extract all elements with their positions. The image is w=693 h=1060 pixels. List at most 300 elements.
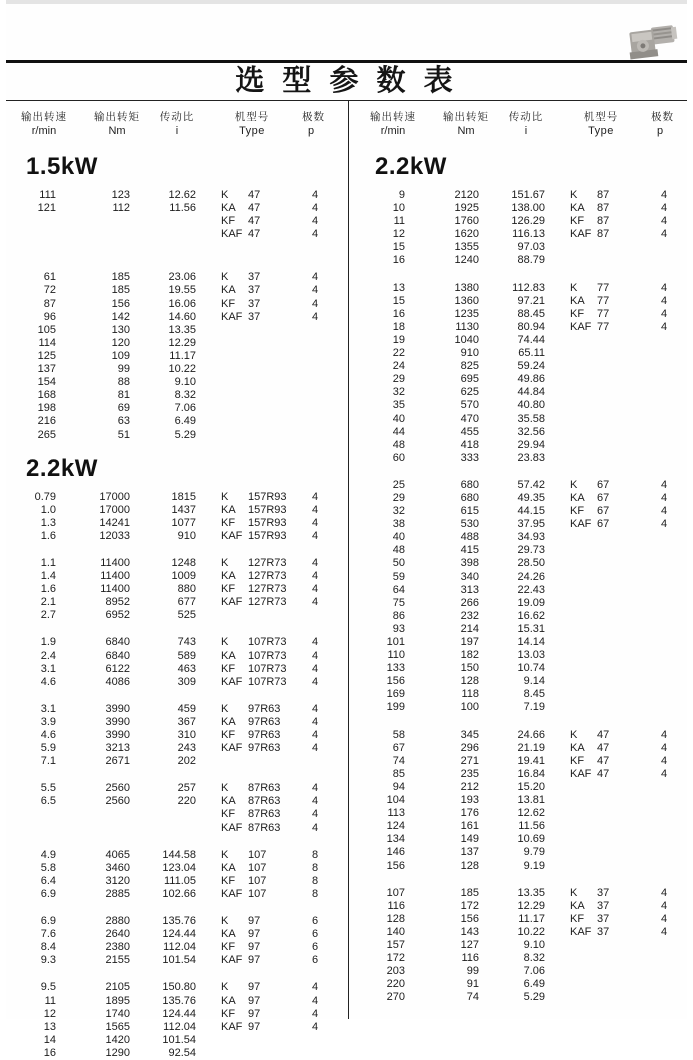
cell-speed: 24 [392, 360, 405, 373]
cell-type [551, 978, 651, 991]
cell-poles [651, 254, 693, 267]
cell-ratio: 37.95 [517, 518, 545, 531]
cell-speed: 133 [386, 662, 405, 675]
table-row [355, 768, 686, 781]
cell-torque: 1290 [105, 1046, 130, 1059]
cell-torque: 345 [460, 728, 479, 741]
cell-ratio: 1437 [171, 503, 196, 516]
header-torque-unit: Nm [108, 125, 126, 137]
cell-ratio: 59.24 [517, 360, 545, 373]
table-row [355, 295, 686, 308]
table-row [6, 596, 348, 609]
cell-poles: 4 [312, 702, 319, 715]
cell-type [551, 833, 651, 846]
table-row [355, 662, 686, 675]
cell-ratio: 12.29 [517, 899, 545, 912]
cell-poles [651, 807, 693, 820]
cell-ratio: 11.17 [518, 912, 545, 925]
cell-poles: 4 [661, 491, 668, 504]
cell-poles [651, 373, 693, 386]
cell-poles: 4 [312, 795, 319, 808]
table-row [355, 952, 686, 965]
cell-ratio: 5.29 [523, 991, 545, 1004]
cell-speed: 4.6 [40, 675, 56, 688]
cell-type: KAF 97 [221, 1020, 261, 1033]
cell-type [551, 807, 651, 820]
row-block [355, 887, 686, 1005]
cell-torque: 2380 [105, 941, 130, 954]
cell-ratio: 10.69 [517, 833, 545, 846]
cell-ratio: 57.42 [517, 478, 545, 491]
cell-ratio: 1009 [171, 570, 196, 583]
cell-poles: 4 [661, 189, 668, 201]
cell-poles: 4 [312, 516, 319, 529]
cell-speed: 38 [392, 518, 405, 531]
cell-poles: 4 [661, 307, 668, 320]
cell-torque: 1420 [105, 1033, 130, 1046]
cell-torque: 1240 [454, 254, 479, 267]
cell-type: KF 47 [570, 754, 610, 767]
cell-ratio: 7.19 [523, 701, 545, 714]
cell-type [551, 254, 651, 267]
table-row [355, 755, 686, 768]
cell-type [551, 360, 651, 373]
cell-ratio: 7.06 [174, 402, 196, 415]
table-row [355, 518, 686, 531]
cell-torque: 11400 [100, 583, 130, 596]
cell-ratio: 9.19 [523, 859, 545, 872]
cell-speed: 270 [386, 991, 405, 1004]
table-row [355, 254, 686, 267]
cell-ratio: 12.29 [168, 336, 196, 349]
cell-type: KAF 157R93 [221, 529, 287, 542]
cell-poles: 6 [312, 941, 319, 954]
cell-torque: 680 [460, 478, 479, 491]
cell-torque: 455 [460, 425, 479, 438]
cell-torque: 2640 [105, 928, 130, 941]
cell-poles: 4 [312, 742, 319, 755]
cell-type [202, 337, 302, 350]
row-block [6, 782, 348, 834]
cell-poles [302, 324, 346, 337]
cell-type [202, 755, 302, 768]
cell-speed: 2.1 [40, 596, 56, 609]
cell-poles [651, 820, 693, 833]
cell-ratio: 13.35 [168, 323, 196, 336]
header-ratio-unit: i [175, 125, 179, 137]
cell-speed: 2.4 [40, 649, 56, 662]
cell-torque: 99 [466, 965, 479, 978]
cell-torque: 910 [460, 347, 479, 360]
cell-type [202, 324, 302, 337]
cell-type: K 107 [221, 848, 267, 861]
cell-torque: 127 [460, 938, 479, 951]
cell-torque: 182 [460, 649, 479, 662]
cell-poles: 4 [312, 570, 319, 583]
cell-type [551, 597, 651, 610]
header-type-unit: Type [239, 125, 265, 137]
header-ratio-unit: i [524, 125, 528, 137]
cell-torque: 296 [460, 741, 479, 754]
cell-poles [651, 675, 693, 688]
table-row [6, 228, 348, 241]
cell-poles [302, 376, 346, 389]
cell-type: KAF 107R73 [221, 675, 287, 688]
table-row [6, 583, 348, 596]
cell-speed [6, 215, 82, 228]
cell-poles: 4 [312, 529, 319, 542]
cell-poles [651, 952, 693, 965]
row-block [6, 636, 348, 688]
cell-torque: 2560 [105, 782, 130, 795]
cell-torque [82, 822, 152, 835]
cell-torque: 2120 [454, 189, 479, 201]
cell-ratio: 92.54 [168, 1046, 196, 1059]
cell-poles [651, 965, 693, 978]
table-row [355, 636, 686, 649]
cell-speed: 124 [386, 820, 405, 833]
cell-torque: 340 [460, 570, 479, 583]
cell-speed: 86 [392, 609, 405, 622]
table-row [355, 649, 686, 662]
table-row [355, 913, 686, 926]
cell-type [202, 1034, 302, 1047]
cell-type [551, 820, 651, 833]
cell-torque: 2155 [105, 954, 130, 967]
cell-torque: 51 [117, 428, 130, 441]
table-row [355, 939, 686, 952]
cell-torque: 156 [111, 297, 130, 310]
cell-torque: 8952 [105, 596, 130, 609]
cell-torque: 4086 [105, 675, 130, 688]
cell-type: KAF 107 [221, 887, 267, 900]
cell-ratio: 257 [177, 782, 196, 795]
cell-ratio: 88.45 [517, 307, 545, 320]
cell-speed: 13 [43, 1020, 56, 1033]
table-row [355, 399, 686, 412]
cell-ratio: 12.62 [168, 189, 196, 201]
cell-poles [651, 636, 693, 649]
cell-ratio: 49.86 [517, 373, 545, 386]
cell-poles [651, 781, 693, 794]
cell-type: K 47 [221, 189, 261, 201]
cell-poles [302, 389, 346, 402]
table-row [6, 995, 348, 1008]
cell-poles [651, 978, 693, 991]
cell-torque [82, 228, 152, 241]
cell-type [551, 241, 651, 254]
cell-torque: 63 [117, 415, 130, 428]
cell-speed: 93 [392, 622, 405, 635]
cell-poles: 4 [661, 228, 668, 241]
cell-ratio: 243 [177, 742, 196, 755]
cell-type: KA 107R73 [221, 649, 287, 662]
cell-torque: 118 [461, 688, 479, 701]
cell-speed: 265 [37, 428, 56, 441]
cell-torque: 149 [460, 833, 479, 846]
cell-ratio: 24.26 [517, 570, 545, 583]
cell-speed: 75 [392, 596, 405, 609]
cell-torque: 14241 [99, 516, 130, 529]
cell-type [551, 662, 651, 675]
cell-torque: 680 [460, 491, 479, 504]
table-row [6, 716, 348, 729]
cell-speed: 9 [398, 189, 405, 201]
cell-poles: 4 [312, 271, 319, 284]
cell-type [551, 688, 651, 701]
cell-speed: 1.6 [40, 529, 56, 542]
cell-speed: 16 [392, 307, 405, 320]
cell-ratio: 116.13 [512, 228, 545, 241]
table-row [6, 875, 348, 888]
cell-type [551, 426, 651, 439]
cell-speed: 5.5 [40, 782, 56, 795]
cell-torque: 1760 [454, 215, 479, 228]
cell-speed: 154 [37, 376, 56, 389]
cell-ratio: 28.50 [517, 557, 545, 570]
header-speed-cn: 输出转速 [370, 111, 416, 123]
cell-torque: 3990 [105, 715, 130, 728]
table-row [355, 926, 686, 939]
cell-poles [651, 649, 693, 662]
cell-speed: 44 [392, 425, 405, 438]
table-row [355, 978, 686, 991]
table-row [6, 782, 348, 795]
cell-speed: 220 [386, 978, 405, 991]
cell-torque: 99 [117, 363, 130, 376]
table-row [355, 202, 686, 215]
cell-type: KA 97 [221, 994, 261, 1007]
table-row [355, 544, 686, 557]
cell-type: KA 47 [570, 741, 610, 754]
cell-speed: 0.79 [34, 490, 56, 503]
cell-ratio: 97.21 [517, 294, 545, 307]
cell-poles [302, 402, 346, 415]
cell-type [551, 386, 651, 399]
cell-type: K 107R73 [221, 636, 287, 649]
page-title: 选 型 参 数 表 [235, 65, 458, 97]
cell-ratio: 9.10 [174, 376, 196, 389]
cell-torque: 1360 [454, 294, 479, 307]
cell-speed: 156 [386, 675, 405, 688]
cell-torque: 570 [460, 399, 479, 412]
table-row [6, 808, 348, 821]
cell-ratio: 1248 [171, 556, 196, 569]
column-header-type [551, 109, 651, 145]
cell-ratio: 138.00 [511, 202, 545, 215]
cell-ratio: 151.67 [511, 189, 545, 201]
cell-poles [651, 557, 693, 570]
table-row [355, 241, 686, 254]
cell-type [551, 531, 651, 544]
cell-type: KA 47 [221, 202, 261, 215]
cell-torque: 193 [460, 794, 479, 807]
cell-speed: 13 [392, 281, 405, 294]
header-torque-unit: Nm [457, 125, 475, 137]
cell-type: KAF 87 [570, 228, 610, 241]
table-row [355, 887, 686, 900]
cell-type: K 37 [221, 271, 261, 284]
cell-speed: 74 [392, 754, 405, 767]
table-row [6, 415, 348, 428]
cell-poles [651, 544, 693, 557]
table-row [355, 347, 686, 360]
cell-type: KF 157R93 [221, 516, 287, 529]
table-row [355, 308, 686, 321]
two-column-table [6, 101, 687, 1059]
cell-ratio: 463 [177, 662, 196, 675]
cell-type [551, 860, 651, 873]
cell-speed: 3.1 [40, 662, 56, 675]
cell-torque: 695 [460, 373, 479, 386]
cell-torque: 6840 [105, 649, 130, 662]
cell-speed [6, 228, 82, 241]
cell-ratio: 11.56 [169, 202, 196, 215]
cell-speed: 3.1 [40, 702, 56, 715]
right-table-half [349, 101, 686, 1019]
cell-speed: 32 [392, 505, 405, 518]
cell-torque: 2105 [105, 981, 130, 994]
cell-speed: 4.9 [40, 848, 56, 861]
cell-poles: 4 [661, 728, 668, 741]
cell-ratio: 14.60 [168, 310, 196, 323]
cell-ratio: 880 [177, 583, 196, 596]
cell-ratio: 5.29 [174, 428, 196, 441]
cell-speed: 203 [386, 965, 405, 978]
cell-ratio: 1077 [171, 516, 196, 529]
cell-poles: 6 [312, 915, 319, 928]
cell-poles: 4 [661, 281, 668, 294]
cell-type: KF 87 [570, 215, 610, 228]
cell-torque: 69 [117, 402, 130, 415]
table-row [355, 794, 686, 807]
cell-speed: 1.9 [40, 636, 56, 649]
cell-speed: 107 [386, 886, 405, 899]
cell-torque: 185 [111, 271, 130, 284]
cell-torque: 3120 [105, 874, 130, 887]
cell-torque: 185 [460, 886, 479, 899]
cell-speed: 12 [392, 228, 405, 241]
row-block [6, 271, 348, 441]
table-row [6, 429, 348, 442]
cell-speed: 6.9 [40, 915, 56, 928]
cell-poles: 4 [312, 297, 319, 310]
cell-ratio: 111.05 [163, 874, 196, 887]
column-header-type [202, 109, 302, 145]
cell-torque: 161 [460, 820, 479, 833]
cell-torque: 1565 [105, 1020, 130, 1033]
table-row [355, 505, 686, 518]
cell-speed: 9.3 [40, 954, 56, 967]
cell-ratio: 112.83 [512, 281, 545, 294]
cell-poles: 4 [312, 1020, 319, 1033]
cell-type [202, 376, 302, 389]
cell-speed: 116 [387, 899, 405, 912]
cell-ratio: 13.03 [517, 649, 545, 662]
cell-type [551, 794, 651, 807]
cell-speed: 29 [392, 373, 405, 386]
cell-poles: 4 [312, 1007, 319, 1020]
column-header-torque [431, 109, 501, 145]
table-row [6, 376, 348, 389]
cell-type: KF 87R63 [221, 808, 281, 821]
header-speed-unit: r/min [31, 125, 57, 137]
cell-poles: 4 [312, 310, 319, 323]
cell-torque: 212 [460, 780, 479, 793]
cell-speed: 7.1 [40, 755, 56, 768]
row-block [6, 849, 348, 901]
cell-poles: 4 [312, 782, 319, 795]
cell-speed: 113 [387, 807, 405, 820]
cell-type: KAF 87R63 [221, 821, 281, 834]
cell-type [551, 347, 651, 360]
column-header-poles [302, 109, 346, 145]
cell-speed: 22 [392, 347, 405, 360]
table-row [6, 363, 348, 376]
cell-speed: 59 [392, 570, 405, 583]
cell-poles: 4 [661, 754, 668, 767]
table-row [355, 334, 686, 347]
cell-poles [651, 241, 693, 254]
cell-poles [651, 347, 693, 360]
cell-speed: 7.6 [40, 928, 56, 941]
cell-speed: 58 [392, 728, 405, 741]
cell-ratio: 677 [177, 596, 196, 609]
cell-ratio: 525 [177, 609, 196, 622]
cell-speed: 15 [392, 241, 405, 254]
cell-ratio: 310 [177, 729, 196, 741]
cell-poles: 8 [312, 874, 319, 887]
cell-poles [651, 439, 693, 452]
gearmotor-photo [619, 20, 681, 71]
cell-poles [651, 662, 693, 675]
cell-poles [651, 399, 693, 412]
cell-type [551, 571, 651, 584]
cell-type: KF 67 [570, 505, 610, 518]
column-header-speed [6, 109, 82, 145]
cell-speed: 169 [386, 688, 405, 701]
table-row [6, 1047, 348, 1060]
table-row [355, 833, 686, 846]
cell-poles: 4 [661, 741, 668, 754]
cell-poles: 4 [312, 662, 319, 675]
cell-speed: 156 [386, 859, 405, 872]
cell-torque: 74 [466, 991, 479, 1004]
cell-poles: 4 [661, 925, 668, 938]
cell-speed: 2.7 [40, 609, 56, 622]
header-poles-cn: 极数 [302, 111, 325, 123]
header-poles-unit: p [308, 125, 315, 137]
cell-torque: 6952 [105, 609, 130, 622]
header-poles-cn: 极数 [651, 111, 674, 123]
cell-ratio: 9.10 [523, 938, 545, 951]
cell-type: K 47 [570, 728, 610, 741]
table-row [355, 386, 686, 399]
column-header-row [355, 101, 686, 145]
cell-speed: 1.6 [40, 583, 56, 596]
cell-speed: 6.4 [40, 874, 56, 887]
cell-poles [651, 846, 693, 859]
cell-poles: 4 [312, 556, 319, 569]
cell-type: KAF 37 [570, 925, 610, 938]
cell-type: KA 37 [570, 899, 610, 912]
row-block [6, 703, 348, 768]
cell-ratio: 21.19 [517, 741, 545, 754]
cell-poles: 8 [312, 887, 319, 900]
column-header-ratio [152, 109, 202, 145]
table-row [6, 663, 348, 676]
table-row [6, 284, 348, 297]
